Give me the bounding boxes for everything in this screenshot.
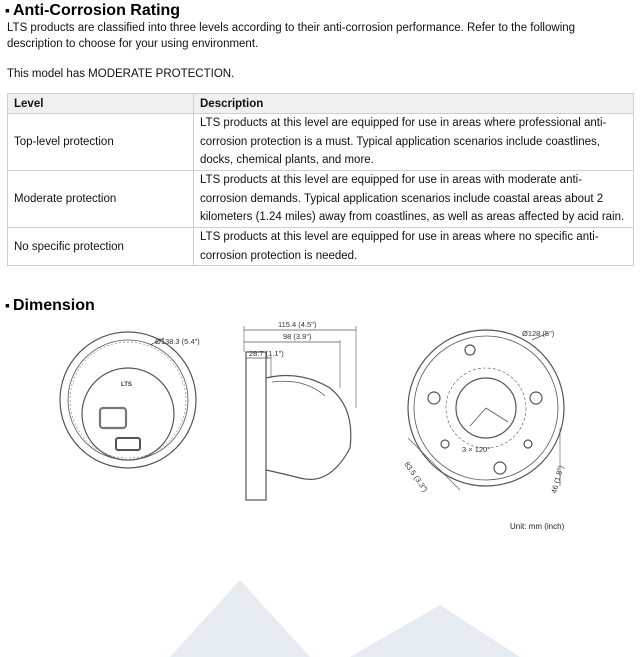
anti-corrosion-title: ▪ Anti-Corrosion Rating xyxy=(5,2,181,19)
table-row xyxy=(8,114,634,171)
front-view-drawing xyxy=(60,332,196,468)
side-base-label: 28.7 (1.1") xyxy=(249,349,284,358)
description-cell: LTS products at this level are equipped for use in areas where no specific anti-corrosion protection is needed. xyxy=(194,228,634,266)
front-diameter-label: Ø138.3 (5.4") xyxy=(155,337,200,346)
table-header-row xyxy=(8,94,634,114)
description-cell: LTS products at this level are equipped for use in areas with moderate anti-corrosion demands. Typical application scenarios include coastal areas about 2 kilometers (1.24 miles) away from coastlines, as well as areas affected by acid rain. xyxy=(194,171,634,228)
level-cell: No specific protection xyxy=(8,228,194,266)
base-width-label: 83.5 (3.3") xyxy=(402,459,430,494)
base-view-drawing xyxy=(408,330,564,490)
base-height-label: 46 (1.8") xyxy=(549,464,566,495)
level-cell: Moderate protection xyxy=(8,171,194,228)
anti-corrosion-intro: LTS products are classified into three levels according to their anti-corrosion performance. Refer to the following description to choose for your using environment. xyxy=(7,22,576,50)
bullet-icon: ▪ xyxy=(5,2,10,18)
anti-corrosion-table xyxy=(7,93,634,266)
table-row xyxy=(8,171,634,228)
front-logo: LTS xyxy=(121,382,132,388)
table-row xyxy=(8,228,634,266)
base-diameter-label: Ø128 (5") xyxy=(522,329,555,338)
description-header: Description xyxy=(194,94,634,114)
side-inner-label: 98 (3.9") xyxy=(283,332,312,341)
bullet-icon: ▪ xyxy=(5,297,10,313)
dimension-drawing xyxy=(0,318,640,518)
level-cell: Top-level protection xyxy=(8,114,194,171)
dimension-title: ▪ Dimension xyxy=(5,297,95,314)
side-width-label: 115.4 (4.5") xyxy=(278,320,317,329)
hole-pattern-label: 3 × 120° xyxy=(462,445,491,454)
description-cell: LTS products at this level are equipped for use in areas where professional anti-corrosion protection is a must. Typical application scenarios include coastlines, docks, chemical plants, and more. xyxy=(194,114,634,171)
level-header: Level xyxy=(8,94,194,114)
watermark-logo xyxy=(0,570,640,657)
model-protection-note: This model has MODERATE PROTECTION. xyxy=(7,68,235,80)
unit-note: Unit: mm (inch) xyxy=(510,522,565,531)
